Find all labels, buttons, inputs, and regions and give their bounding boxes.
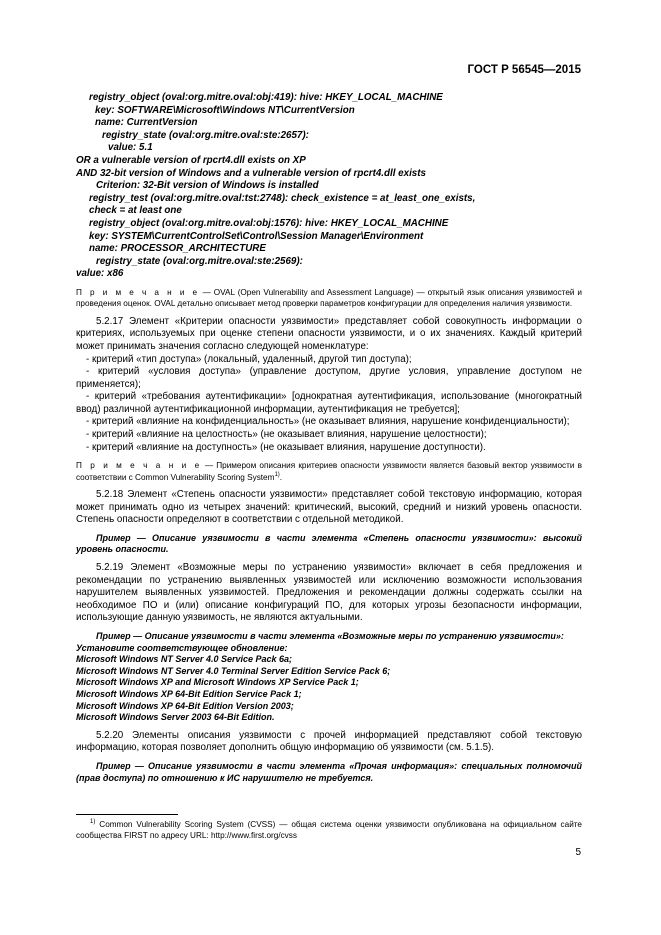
page-number: 5 — [575, 847, 581, 858]
list-item: - критерий «влияние на доступность» (не оказывает влияния, нарушение доступности). — [86, 441, 486, 453]
document-header: ГОСТ Р 56545—2015 — [467, 64, 581, 76]
note-text-end: . — [279, 472, 283, 482]
example-5-2-20: Пример — Описание уязвимости в части элемента «Прочая информация»: специальных полномочий (прав доступа) по отношению к ИС нарушителю не требуется. — [76, 760, 582, 783]
code-line: value: x86 — [76, 268, 124, 280]
code-line: check = at least one — [89, 205, 182, 217]
code-line: registry_object (oval:org.mitre.oval:obj:1576): hive: HKEY_LOCAL_MACHINE — [89, 217, 449, 229]
code-line: name: PROCESSOR_ARCHITECTURE — [89, 243, 266, 255]
code-line: registry_state (oval:org.mitre.oval:ste:2569): — [96, 255, 303, 267]
paragraph-5-2-20: 5.2.20 Элементы описания уязвимости с прочей информацией представляют собой текстовую информацию, которая позволяет дополнить общую информацию об уязвимости (см. 5.1.5). — [76, 729, 582, 754]
note-label: П р и м е ч а н и е — [76, 461, 202, 471]
example-line: Microsoft Windows XP and Microsoft Windows XP Service Pack 1; — [76, 677, 359, 688]
example-5-2-18: Пример — Описание уязвимости в части элемента «Степень опасности уязвимости»: высокий уровень опасности. — [76, 532, 582, 555]
oval-code-block — [76, 92, 582, 281]
code-line: registry_state (oval:org.mitre.oval:ste:2657): — [102, 129, 309, 141]
code-line: Criterion: 32-Bit version of Windows is installed — [96, 180, 319, 192]
example-5-2-19 — [76, 631, 582, 724]
paragraph-5-2-19: 5.2.19 Элемент «Возможные меры по устранению уязвимости» включает в себя предложения и рекомендации по устранению выявленных уязвимостей или исключению возможности использования нарушителем выявленных уязвимостей. Предложения и рекомендации должны содержать ссылки на необходимое ПО и (или) описание конфигураций ПО, для которых угрозы безопасности информации, использующие данную уязвимость, не являются актуальными. — [76, 562, 582, 624]
note-text: — Примером описания критериев опасности уязвимости является базовый вектор уязвимости в соответствии с Common Vulnerability Scoring System — [76, 461, 582, 482]
code-line: AND 32-bit version of Windows and a vulnerable version of rpcrt4.dll exists — [76, 167, 426, 179]
footnote-marker: 1) — [90, 819, 96, 825]
code-line: key: SOFTWARE\Microsoft\Windows NT\CurrentVersion — [95, 104, 355, 116]
code-line: OR a vulnerable version of rpcrt4.dll exists on XP — [76, 154, 306, 166]
example-line: Microsoft Windows Server 2003 64-Bit Edition. — [76, 712, 275, 723]
list-item: - критерий «влияние на целостность» (не оказывает влияния, нарушение целостности); — [86, 429, 487, 441]
example-line: Microsoft Windows XP 64-Bit Edition Service Pack 1; — [76, 688, 302, 699]
footnote-text: Common Vulnerability Scoring System (CVSS) — общая система оценки уязвимости опубликована на официальном сайте сообщества FIRST по адресу URL: http://www.first.org/cvss — [76, 820, 582, 841]
paragraph-5-2-18: 5.2.18 Элемент «Степень опасности уязвимости» представляет собой текстовую информацию, которая может принимать одно из четырех значений: критический, высокий, средний и низкий уровень опасности. Степень опасности определяют в соответствии с отдельной методикой. — [76, 489, 582, 526]
example-line: Microsoft Windows NT Server 4.0 Terminal Server Edition Service Pack 6; — [76, 665, 391, 676]
paragraph-5-2-17: 5.2.17 Элемент «Критерии опасности уязвимости» представляет собой совокупность информации о критериях, используемых при оценке степени опасности уязвимости, и о их значениях. Каждый критерий может принимать значения согласно следующей номенклатуре: — [76, 315, 582, 352]
note-oval — [76, 287, 582, 310]
note-label: П р и м е ч а н и е — [76, 287, 200, 297]
list-item: - критерий «требования аутентификации» [однократная аутентификация, использование (многократный ввод) различной аутентификационной информации, аутентификация не требуется]; — [76, 391, 582, 415]
footnote-ref: 1) — [274, 471, 280, 478]
code-line: name: CurrentVersion — [95, 117, 198, 129]
code-line: key: SYSTEM\CurrentControlSet\Control\Session Manager\Environment — [89, 230, 424, 242]
note-text: — OVAL (Open Vulnerability and Assessment Language) — открытый язык описания уязвимостей и проведения оценок. OVAL детально описывает метод проверки параметров конфигурации для определения наличия уязвимости. — [76, 287, 582, 309]
page-content — [76, 92, 582, 784]
example-line: Microsoft Windows XP 64-Bit Edition Version 2003; — [76, 700, 294, 711]
example-line: Пример — Описание уязвимости в части элемента «Возможные меры по устранению уязвимости»: — [96, 631, 564, 641]
code-line: value: 5.1 — [108, 142, 153, 154]
code-line: registry_test (oval:org.mitre.oval:tst:2748): check_existence = at_least_one_exists, — [89, 192, 476, 204]
footnote — [76, 819, 582, 841]
code-line: registry_object (oval:org.mitre.oval:obj:419): hive: HKEY_LOCAL_MACHINE — [89, 92, 443, 103]
footnote-separator — [76, 814, 178, 815]
example-line: Microsoft Windows NT Server 4.0 Service Pack 6a; — [76, 654, 293, 665]
list-item: - критерий «тип доступа» (локальный, удаленный, другой тип доступа); — [86, 353, 412, 365]
example-line: Установите соответствующее обновление: — [76, 642, 288, 653]
list-item: - критерий «условия доступа» (управление доступом, другие условия, управление доступом не применяется); — [76, 366, 582, 390]
list-item: - критерий «влияние на конфиденциальность» (не оказывает влияния, нарушение конфиденциальности); — [86, 416, 570, 428]
note-cvss — [76, 460, 582, 483]
